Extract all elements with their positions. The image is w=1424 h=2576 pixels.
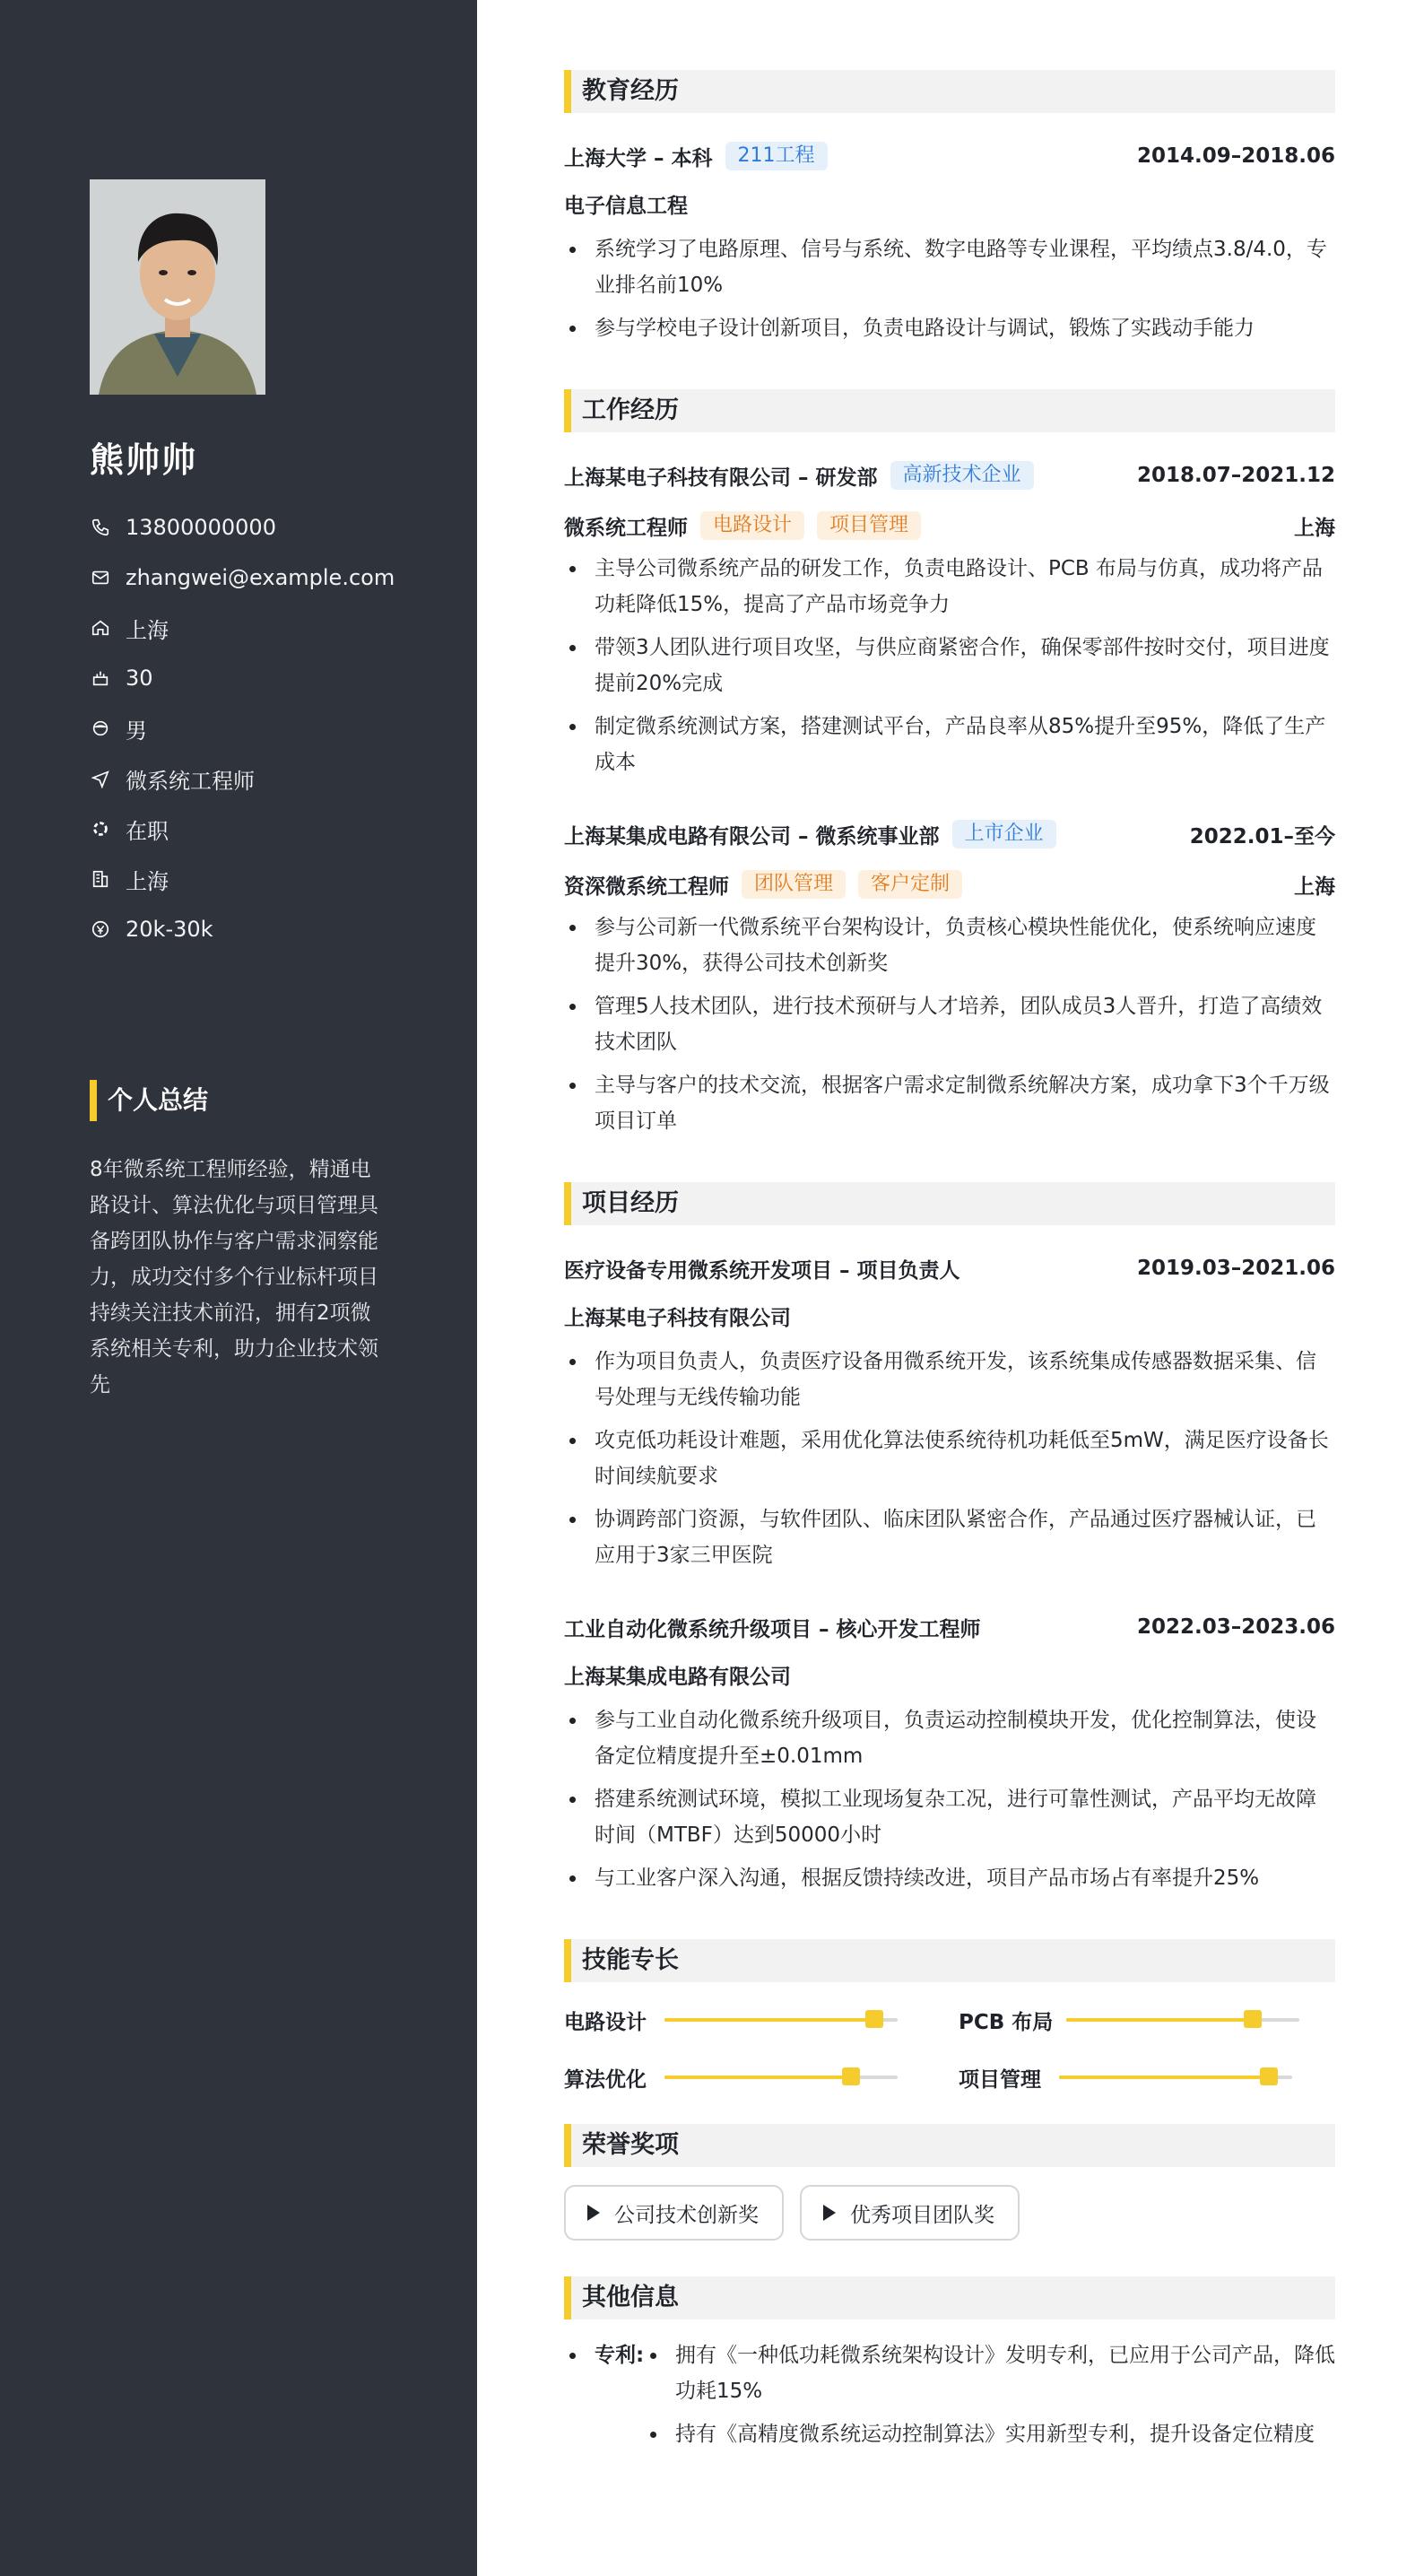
project-period: 2022.03–2023.06	[1136, 1615, 1335, 1639]
phone-icon	[90, 517, 111, 538]
list-item: 主导公司微系统产品的研发工作，负责电路设计、PCB 布局与仿真，成功将产品功耗降低15%，提高了产品市场竞争力	[564, 551, 1335, 622]
list-item: 协调跨部门资源，与软件团队、临床团队紧密合作，产品通过医疗器械认证，已应用于3家三甲医院	[564, 1501, 1335, 1573]
company-tag: 高新技术企业	[890, 461, 1034, 490]
contact-age: 30	[90, 653, 395, 703]
play-icon	[587, 2205, 600, 2221]
list-item: 主导与客户的技术交流，根据客户需求定制微系统解决方案，成功拿下3个千万级项目订单	[564, 1067, 1335, 1139]
skills-grid	[564, 2000, 1335, 2097]
gender-icon	[90, 718, 111, 739]
summary-title: 个人总结	[90, 1080, 208, 1121]
home-icon	[90, 617, 111, 639]
education-title: 教育经历	[564, 70, 1335, 113]
list-item: 带领3人团队进行项目攻坚，与供应商紧密合作，确保零部件按时交付，项目进度提前20%完成	[564, 630, 1335, 701]
contact-list	[90, 502, 395, 954]
job-bullets	[564, 551, 1335, 780]
work-title: 工作经历	[564, 389, 1335, 432]
list-item: 作为项目负责人，负责医疗设备用微系统开发，该系统集成传感器数据采集、信号处理与无线传输功能	[564, 1344, 1335, 1415]
award-chip: 优秀项目团队奖	[800, 2185, 1020, 2241]
job-city: 上海	[1294, 516, 1335, 540]
skill-fill	[1066, 2018, 1253, 2022]
job-period: 2022.01–至今	[1189, 824, 1335, 849]
contact-position: 微系统工程师	[90, 753, 395, 804]
job-city: 上海	[1294, 875, 1335, 899]
candidate-name: 熊帅帅	[90, 440, 198, 480]
skill-item	[959, 2000, 1335, 2040]
avatar	[90, 179, 265, 395]
projects-title: 项目经历	[564, 1182, 1335, 1225]
project-org: 上海某集成电路有限公司	[564, 1666, 791, 1689]
job-role: 资深微系统工程师	[564, 875, 729, 899]
patent-label: 专利:	[564, 2337, 645, 2459]
project-bullets	[564, 1344, 1335, 1573]
project-bullets	[564, 1702, 1335, 1896]
skill-bar	[1059, 2076, 1292, 2079]
list-item: 搭建系统测试环境，模拟工业现场复杂工况，进行可靠性测试，产品平均无故障时间（MTBF）达到50000小时	[564, 1781, 1335, 1853]
school-tag: 211工程	[725, 142, 828, 170]
skill-item	[564, 2000, 959, 2040]
skill-bar	[664, 2076, 898, 2079]
contact-salary: 20k-30k	[90, 904, 395, 954]
honors-title: 荣誉奖项	[564, 2124, 1335, 2167]
project-header	[564, 1602, 1335, 1652]
job-role-row	[564, 859, 1335, 909]
building-icon	[90, 868, 111, 890]
contact-city: 上海	[90, 854, 395, 904]
skill-fill	[1059, 2076, 1269, 2079]
contact-status: 在职	[90, 804, 395, 854]
list-item: 管理5人技术团队，进行技术预研与人才培养，团队成员3人晋升，打造了高绩效技术团队	[564, 988, 1335, 1060]
skill-label: 项目管理	[959, 2067, 1041, 2092]
education-period: 2014.09–2018.06	[1136, 144, 1335, 168]
list-item: 制定微系统测试方案，搭建测试平台，产品良率从85%提升至95%，降低了生产成本	[564, 709, 1335, 780]
skill-bar	[664, 2018, 898, 2022]
skill-knob	[1260, 2067, 1278, 2085]
skill-knob	[842, 2067, 860, 2085]
skill-knob	[1244, 2010, 1262, 2028]
other-title: 其他信息	[564, 2276, 1335, 2319]
education-bullets	[564, 231, 1335, 346]
skill-fill	[664, 2076, 851, 2079]
skill-knob	[865, 2010, 883, 2028]
skill-label: 算法优化	[564, 2067, 647, 2092]
contact-address: 上海	[90, 603, 395, 653]
job-header	[564, 450, 1335, 500]
school-name: 上海大学 – 本科	[564, 146, 713, 170]
job-role-row	[564, 500, 1335, 551]
education-major: 电子信息工程	[564, 195, 688, 218]
project-org: 上海某电子科技有限公司	[564, 1307, 791, 1330]
project-name: 医疗设备专用微系统开发项目 – 项目负责人	[564, 1258, 960, 1283]
job-period: 2018.07–2021.12	[1136, 464, 1335, 487]
status-icon	[90, 818, 111, 840]
list-item: 系统学习了电路原理、信号与系统、数字电路等专业课程，平均绩点3.8/4.0，专业排名前10%	[564, 231, 1335, 303]
project-period: 2019.03–2021.06	[1136, 1257, 1335, 1280]
education-header	[564, 131, 1335, 181]
company-name: 上海某电子科技有限公司 – 研发部	[564, 466, 878, 490]
money-icon	[90, 918, 111, 940]
skill-item	[564, 2058, 959, 2097]
role-tag: 电路设计	[700, 511, 804, 540]
contact-email: zhangwei@example.com	[90, 553, 395, 603]
skill-label: PCB 布局	[959, 2010, 1054, 2034]
awards-list	[564, 2185, 1335, 2241]
list-item: 攻克低功耗设计难题，采用优化算法使系统待机功耗低至5mW，满足医疗设备长时间续航要求	[564, 1423, 1335, 1494]
send-icon	[90, 768, 111, 789]
main-content	[564, 70, 1335, 2459]
company-tag: 上市企业	[952, 820, 1056, 849]
skill-bar	[1066, 2018, 1299, 2022]
summary-text: 8年微系统工程师经验，精通电路设计、算法优化与项目管理具备跨团队协作与客户需求洞察能力，成功交付多个行业标杆项目 持续关注技术前沿，拥有2项微系统相关专利，助力企业技术领先	[90, 1158, 378, 1397]
list-item: 参与工业自动化微系统升级项目，负责运动控制模块开发，优化控制算法，使设备定位精度提升至±0.01mm	[564, 1702, 1335, 1774]
job-header	[564, 809, 1335, 859]
skills-title: 技能专长	[564, 1939, 1335, 1982]
job-bullets	[564, 909, 1335, 1139]
cake-icon	[90, 667, 111, 689]
patent-list	[645, 2337, 1335, 2459]
skill-item	[959, 2058, 1335, 2097]
contact-phone: 13800000000	[90, 502, 395, 553]
job-role: 微系统工程师	[564, 516, 688, 540]
list-item: 拥有《一种低功耗微系统架构设计》发明专利，已应用于公司产品，降低功耗15%	[645, 2337, 1335, 2409]
project-header	[564, 1243, 1335, 1293]
list-item: 参与学校电子设计创新项目，负责电路设计与调试，锻炼了实践动手能力	[564, 310, 1335, 346]
skill-label: 电路设计	[564, 2010, 647, 2034]
list-item: 与工业客户深入沟通，根据反馈持续改进，项目产品市场占有率提升25%	[564, 1860, 1335, 1896]
other-info	[564, 2337, 1335, 2459]
list-item: 参与公司新一代微系统平台架构设计，负责核心模块性能优化，使系统响应速度提升30%，获得公司技术创新奖	[564, 909, 1335, 981]
sidebar	[0, 0, 477, 2576]
role-tag: 项目管理	[817, 511, 921, 540]
role-tag: 客户定制	[858, 870, 962, 899]
company-name: 上海某集成电路有限公司 – 微系统事业部	[564, 824, 940, 849]
skill-fill	[664, 2018, 874, 2022]
role-tag: 团队管理	[742, 870, 846, 899]
award-chip: 公司技术创新奖	[564, 2185, 784, 2241]
play-icon	[823, 2205, 836, 2221]
project-name: 工业自动化微系统升级项目 – 核心开发工程师	[564, 1617, 981, 1641]
mail-icon	[90, 567, 111, 588]
contact-gender: 男	[90, 703, 395, 753]
list-item: 持有《高精度微系统运动控制算法》实用新型专利，提升设备定位精度	[645, 2416, 1335, 2452]
